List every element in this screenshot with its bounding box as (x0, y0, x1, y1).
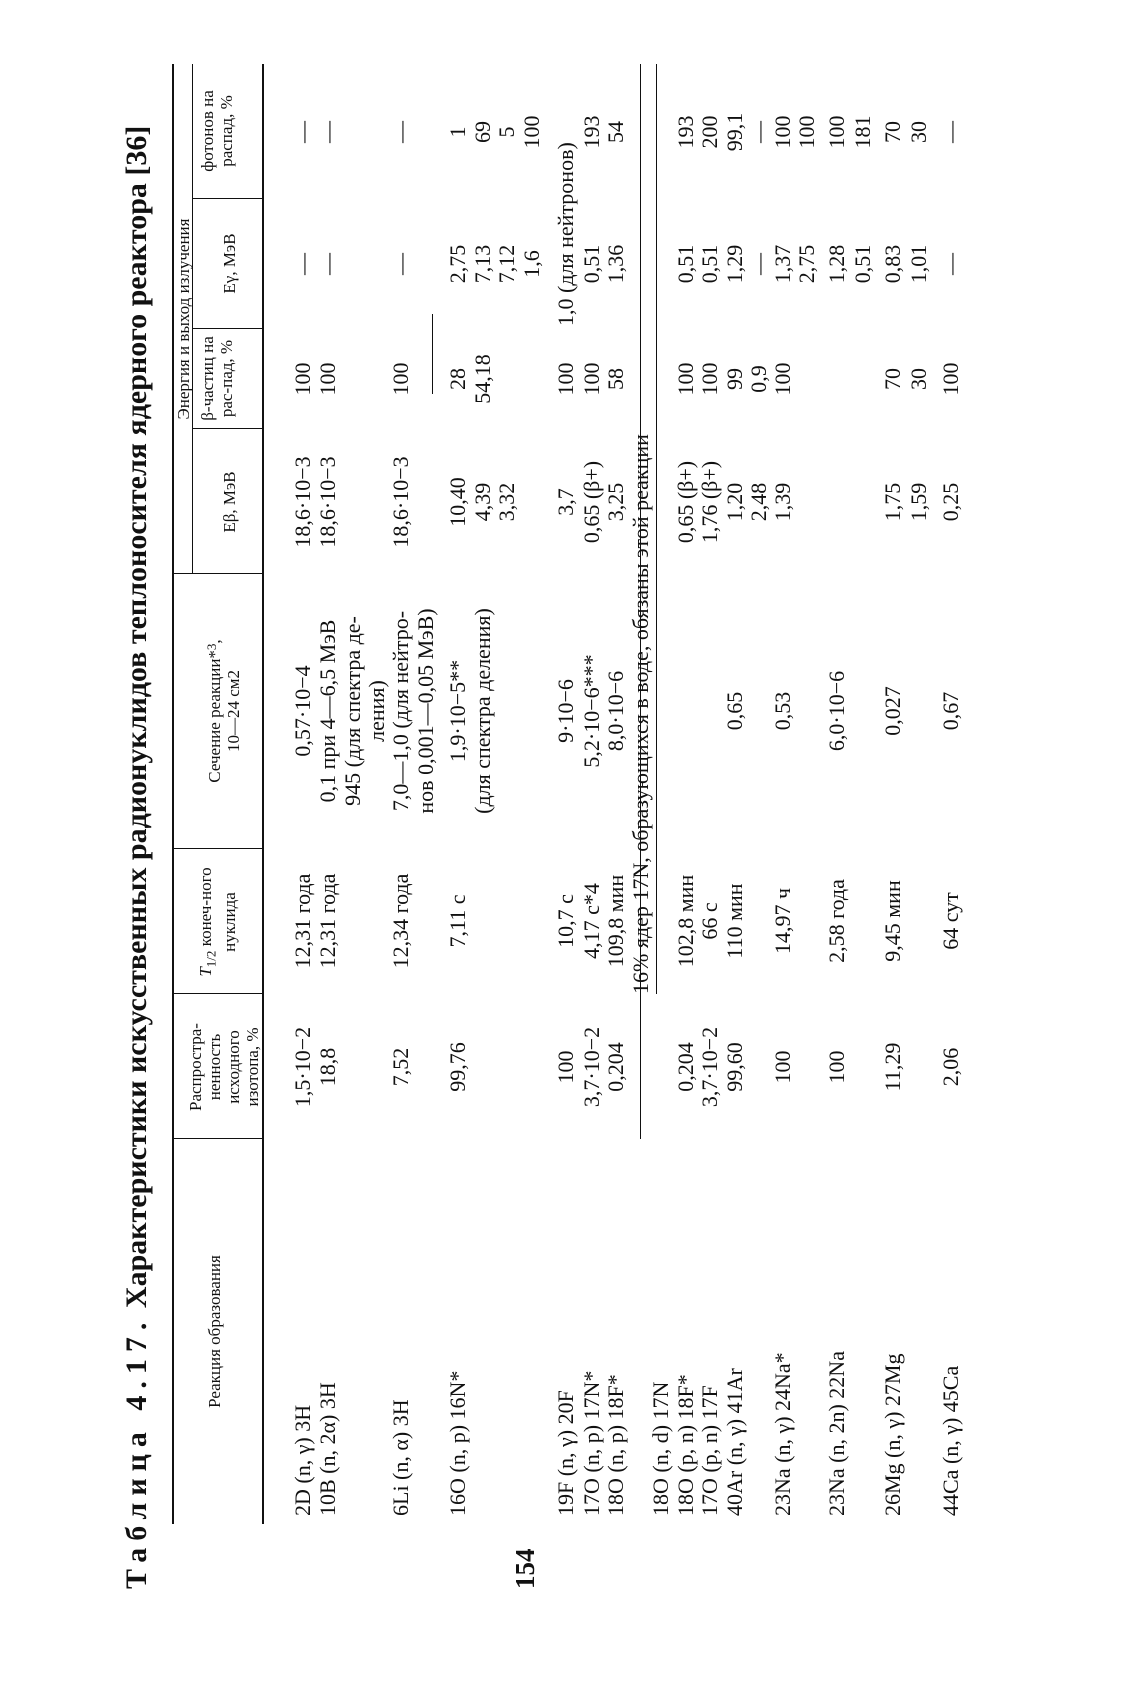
header-reaction: Реакция образования (205, 1255, 224, 1408)
cell-cross-section: ления) (364, 680, 389, 742)
cell-halflife: 12,34 года (388, 873, 413, 969)
cell-photon-yield: 100 (794, 115, 819, 149)
cell-abundance: 18,8 (315, 1047, 340, 1087)
cell-abundance: 2,06 (938, 1047, 963, 1087)
cell-beta-yield: 58 (603, 368, 628, 390)
cell-reaction: 2D (n, γ) 3H (290, 1404, 315, 1516)
cell-photon-yield: 69 (470, 121, 495, 143)
cell-e-beta: 1,76 (β+) (697, 460, 722, 544)
cell-abundance: 100 (553, 1050, 578, 1084)
sep-water-note (656, 64, 657, 994)
hdr-sep-6 (192, 328, 262, 329)
cell-e-beta: 3,7 (553, 488, 578, 516)
cell-e-gamma: 2,75 (794, 244, 819, 284)
cell-e-gamma: 2,75 (445, 244, 470, 284)
cell-cross-section: 0,1 при 4—6,5 МэВ (315, 619, 340, 803)
cell-e-beta: 3,25 (603, 482, 628, 522)
hdr-sep-2 (172, 993, 262, 994)
cell-halflife: 7,11 с (445, 894, 470, 948)
cell-abundance: 99,60 (722, 1042, 747, 1092)
header-abundance: Распростра-ненность исходного изотопа, % (186, 1023, 262, 1111)
cell-photon-yield: — (315, 121, 340, 143)
cell-e-beta: 1,59 (906, 482, 931, 522)
cell-beta-yield: 100 (770, 362, 795, 396)
page-number: 154 (510, 1548, 540, 1589)
cell-photon-yield: — (938, 121, 963, 143)
cell-e-beta: 0,65 (β+) (673, 460, 698, 544)
cell-e-beta: 0,65 (β+) (579, 460, 604, 544)
cell-reaction: 18O (n, d) 17N (648, 1381, 673, 1516)
cell-e-beta: 0,25 (938, 482, 963, 522)
cell-abundance: 0,204 (603, 1042, 628, 1092)
cell-photon-yield: 193 (579, 115, 604, 149)
cell-halflife: 102,8 мин (673, 874, 698, 968)
cell-e-gamma: 1,29 (722, 244, 747, 284)
cell-halflife: 4,17 с*4 (579, 883, 604, 959)
header-halflife (196, 857, 239, 987)
hdr-sep-7 (192, 198, 262, 199)
cell-reaction: 10B (n, 2α) 3H (315, 1382, 340, 1516)
cross-section-sup: 3 (204, 643, 219, 651)
cell-e-gamma: 0,51 (579, 244, 604, 284)
cell-photon-yield: — (290, 121, 315, 143)
cell-e-beta: 18,6·10−3 (388, 456, 413, 548)
cell-beta-yield: 100 (673, 362, 698, 396)
header-e-beta: Eβ, МэВ (220, 471, 239, 533)
cell-photon-yield: — (388, 121, 413, 143)
cell-beta-yield: 30 (906, 368, 931, 390)
cell-halflife: 64 сут (938, 892, 963, 950)
cell-reaction: 18O (p, n) 18F* (673, 1374, 698, 1516)
cell-photon-yield: 30 (906, 121, 931, 143)
cell-cross-section: 7,0—1,0 (для нейтро- (388, 610, 413, 812)
cell-cross-section: 6,0·10−6 (824, 670, 849, 752)
hdr-sep-3 (172, 848, 262, 849)
cell-e-gamma: 1,37 (770, 244, 795, 284)
cell-reaction: 6Li (n, α) 3H (388, 1399, 413, 1516)
cell-photon-yield: 99,1 (722, 112, 747, 152)
cell-abundance: 7,52 (388, 1047, 413, 1087)
cell-e-gamma: — (290, 253, 315, 275)
cell-cross-section: нов 0,001—0,05 МэВ) (413, 608, 438, 814)
cross-section-label: Сечение реакции* (205, 650, 224, 783)
cell-beta-yield: 100 (938, 362, 963, 396)
cell-e-gamma: 7,13 (470, 244, 495, 284)
cell-halflife: 109,8 мин (603, 874, 628, 968)
table-label: Таблица 4.17. (120, 1315, 153, 1589)
cell-cross-section: 0,57·10−4 (290, 665, 315, 757)
cell-reaction: 23Na (n, γ) 24Na* (770, 1352, 795, 1516)
cell-photon-yield: 200 (697, 115, 722, 149)
hdr-sep-5 (192, 428, 262, 429)
cell-e-gamma: 1,0 (для нейтронов) (553, 142, 578, 326)
cell-photon-yield: 54 (603, 121, 628, 143)
header-energy-group: Энергия и выход излучения (174, 218, 193, 420)
cell-e-gamma: 1,01 (906, 244, 931, 284)
water-note: 16% ядер 17N, образующихся в воде, обязаны этой реакции (628, 434, 653, 994)
cell-e-beta: 10,40 (445, 477, 470, 527)
cell-halflife: 2,58 года (824, 879, 849, 963)
cell-photon-yield: 181 (850, 115, 875, 149)
cell-e-beta: 3,32 (494, 482, 519, 522)
header-e-gamma: Eγ, МэВ (220, 233, 239, 294)
cell-e-gamma: 0,83 (880, 244, 905, 284)
cell-halflife: 10,7 с (553, 894, 578, 948)
cell-beta-yield: 0,9 (746, 365, 771, 393)
cell-cross-section: 8,0·10−6 (603, 670, 628, 752)
cell-beta-yield: 100 (388, 362, 413, 396)
cell-e-beta: 18,6·10−3 (315, 456, 340, 548)
cell-e-beta: 1,75 (880, 482, 905, 522)
cell-e-gamma: — (388, 253, 413, 275)
sep-beta-ng (432, 314, 433, 394)
cell-photon-yield: — (746, 121, 771, 143)
cell-cross-section: 0,67 (938, 691, 963, 731)
cell-halflife: 66 с (697, 902, 722, 940)
cell-halflife: 9,45 мин (880, 880, 905, 962)
header-cross-section (205, 580, 243, 842)
cross-section-comma: , (205, 639, 224, 644)
cell-reaction: 17O (n, p) 17N* (579, 1370, 604, 1516)
cell-reaction: 23Na (n, 2n) 22Na (824, 1351, 849, 1516)
cell-photon-yield: 5 (494, 126, 519, 138)
cell-e-gamma: 0,51 (673, 244, 698, 284)
halflife-subscript: 1/2 (203, 950, 219, 968)
cell-beta-yield: 54,18 (470, 354, 495, 404)
cell-photon-yield: 1 (445, 126, 470, 138)
header-beta-yield: β-частиц на рас-пад, % (198, 336, 236, 421)
cell-cross-section: 0,027 (880, 686, 905, 736)
cell-halflife: 12,31 года (290, 873, 315, 969)
cell-abundance: 0,204 (673, 1042, 698, 1092)
cell-e-gamma: 7,12 (494, 244, 519, 284)
cell-e-gamma: — (938, 253, 963, 275)
cell-e-gamma: 1,6 (519, 250, 544, 278)
cell-cross-section: (для спектра деления) (470, 608, 495, 814)
cell-e-beta: 1,20 (722, 482, 747, 522)
cell-cross-section: 5,2·10−6*** (579, 654, 604, 768)
cell-e-gamma: 1,28 (824, 244, 849, 284)
cell-e-gamma: 0,51 (850, 244, 875, 284)
cell-beta-yield: 70 (880, 368, 905, 390)
cell-reaction: 44Ca (n, γ) 45Ca (938, 1365, 963, 1516)
cell-e-beta: 2,48 (746, 482, 771, 522)
cell-beta-yield: 100 (315, 362, 340, 396)
cell-e-beta: 1,39 (770, 482, 795, 522)
cell-cross-section: 0,65 (722, 691, 747, 731)
halflife-text: конеч-ного нуклида (196, 867, 240, 952)
cell-abundance: 100 (770, 1050, 795, 1084)
table-title (120, 89, 154, 1589)
cell-halflife: 110 мин (722, 883, 747, 959)
cell-beta-yield: 100 (553, 362, 578, 396)
cell-beta-yield: 100 (579, 362, 604, 396)
cell-abundance: 1,5·10−2 (290, 1026, 315, 1108)
cell-e-gamma: 0,51 (697, 244, 722, 284)
cell-cross-section: 1,9·10−5** (445, 659, 470, 763)
cell-e-beta: 18,6·10−3 (290, 456, 315, 548)
cell-photon-yield: 100 (770, 115, 795, 149)
cell-e-gamma: 1,36 (603, 244, 628, 284)
cell-photon-yield: 70 (880, 121, 905, 143)
cell-beta-yield: 100 (697, 362, 722, 396)
table-title-text: Характеристики искусственных радионуклидов теплоносителя ядерного реактора [36] (120, 125, 153, 1309)
cell-abundance: 100 (824, 1050, 849, 1084)
cell-e-gamma: — (315, 253, 340, 275)
cell-cross-section: 9·10−6 (553, 679, 578, 743)
cell-beta-yield: 28 (445, 368, 470, 390)
cell-reaction: 18O (n, p) 18F* (603, 1374, 628, 1516)
cell-reaction: 40Ar (n, γ) 41Ar (722, 1368, 747, 1516)
cell-photon-yield: 100 (824, 115, 849, 149)
cell-photon-yield: 193 (673, 115, 698, 149)
cell-cross-section: 0,53 (770, 691, 795, 731)
cross-section-unit: 10—24 см2 (224, 669, 243, 753)
cell-halflife: 14,97 ч (770, 887, 795, 955)
cell-abundance: 3,7·10−2 (579, 1026, 604, 1108)
halflife-symbol: T (196, 967, 215, 977)
cell-abundance: 99,76 (445, 1042, 470, 1092)
cell-cross-section: 945 (для спектра де- (340, 616, 365, 806)
cell-beta-yield: 99 (722, 368, 747, 390)
cell-abundance: 3,7·10−2 (697, 1026, 722, 1108)
cell-reaction: 26Mg (n, γ) 27Mg (880, 1353, 905, 1516)
cell-beta-yield: 100 (290, 362, 315, 396)
rule-header-bottom (262, 64, 264, 1524)
cell-reaction: 16O (n, p) 16N* (445, 1370, 470, 1516)
header-photon-yield: фотонов на распад, % (198, 90, 236, 172)
cell-reaction: 19F (n, γ) 20F (553, 1390, 578, 1516)
cell-e-gamma: — (746, 253, 771, 275)
cell-e-beta: 4,39 (470, 482, 495, 522)
cell-abundance: 11,29 (880, 1042, 905, 1092)
cell-reaction: 17O (p, n) 17F (697, 1385, 722, 1516)
cell-photon-yield: 100 (519, 115, 544, 149)
cell-halflife: 12,31 года (315, 873, 340, 969)
